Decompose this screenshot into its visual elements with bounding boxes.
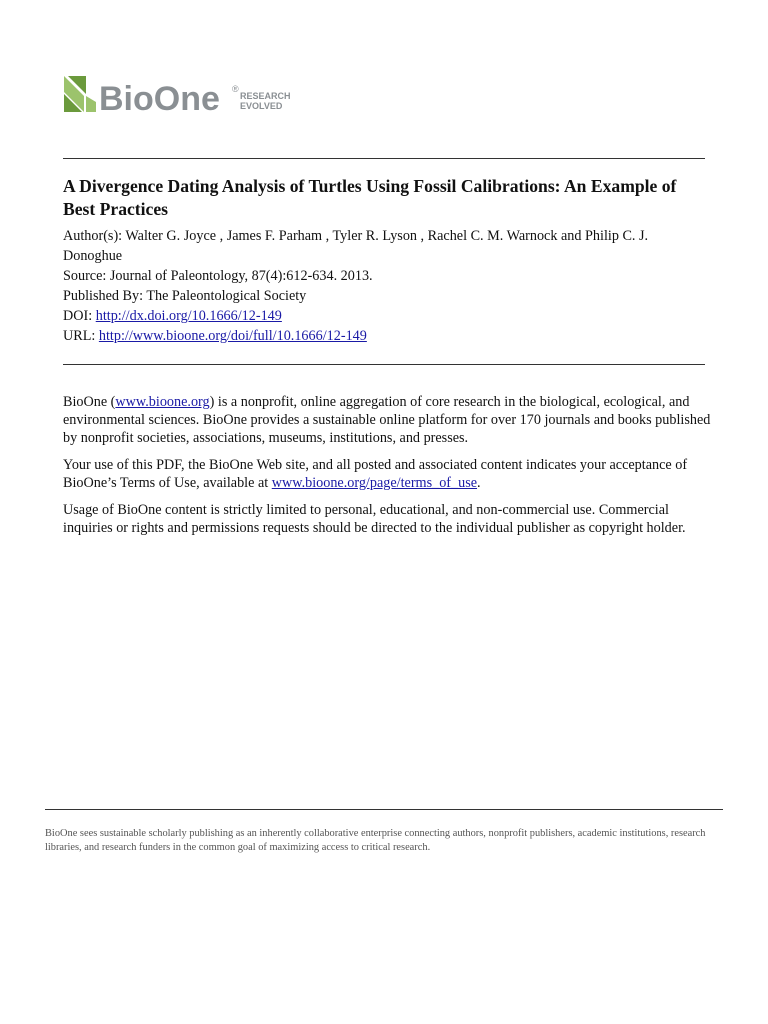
notice-p1-start: BioOne (: [63, 394, 116, 410]
doi-link[interactable]: http://dx.doi.org/10.1666/12-149: [95, 308, 282, 324]
logo-name-text: BioOne: [99, 80, 220, 118]
publisher-label: Published By:: [63, 288, 147, 304]
bioone-home-link[interactable]: www.bioone.org: [115, 394, 210, 410]
bioone-notice: [63, 393, 713, 546]
terms-of-use-link[interactable]: www.bioone.org/page/terms_of_use: [271, 475, 478, 491]
source-value: Journal of Paleontology, 87(4):612-634. 2013.: [109, 268, 373, 284]
notice-paragraph-about: [63, 393, 713, 447]
bioone-logo: [62, 72, 302, 122]
middle-divider: [63, 364, 705, 365]
source-line: [63, 266, 708, 286]
publisher-line: [63, 286, 708, 306]
notice-p1-end: ) is a nonprofit, online aggregation of core research in the biological, ecological, and environmental sciences. BioOne provides a sustainable online platform for over 170 journals and books published by nonprofit societies, associations, museums, institutions, and presses.: [63, 394, 711, 446]
url-line: [63, 326, 708, 346]
authors-label: Author(s):: [63, 228, 126, 244]
leaf-icon: [64, 76, 96, 112]
bioone-logo-graphic: [62, 72, 302, 122]
url-label: URL:: [63, 328, 99, 344]
logo-tagline-2: EVOLVED: [240, 101, 283, 111]
authors-value: Walter G. Joyce , James F. Parham , Tyler R. Lyson , Rachel C. M. Warnock and Philip C. J. Donoghue: [63, 228, 649, 264]
source-label: Source:: [63, 268, 110, 284]
footer-divider: [45, 809, 723, 810]
notice-p2-start: Your use of this PDF, the BioOne Web site, and all posted and associated content indicates your acceptance of BioOne’s Terms of Use, available at: [63, 457, 688, 491]
doi-line: [63, 306, 708, 326]
notice-p2-end: .: [477, 475, 481, 491]
doi-label: DOI:: [63, 308, 96, 324]
top-divider: [63, 158, 705, 159]
article-url-link[interactable]: http://www.bioone.org/doi/full/10.1666/12-149: [98, 328, 367, 344]
article-metadata: [63, 175, 708, 346]
publisher-value: The Paleontological Society: [146, 288, 307, 304]
footer-statement: BioOne sees sustainable scholarly publishing as an inherently collaborative enterprise connecting authors, nonprofit publishers, academic institutions, research libraries, and research funders in the common goal of maximizing access to critical research.: [45, 828, 706, 853]
notice-paragraph-terms: [63, 456, 713, 492]
logo-trademark: ®: [232, 84, 239, 94]
notice-paragraph-usage: Usage of BioOne content is strictly limited to personal, educational, and non-commercial use. Commercial inquiries or rights and permissions requests should be directed to the individual publisher as copyright holder.: [63, 502, 686, 536]
logo-tagline-1: RESEARCH: [240, 91, 291, 101]
authors-line: [63, 226, 708, 266]
article-title: A Divergence Dating Analysis of Turtles Using Fossil Calibrations: An Example of Best Practices: [63, 176, 677, 219]
